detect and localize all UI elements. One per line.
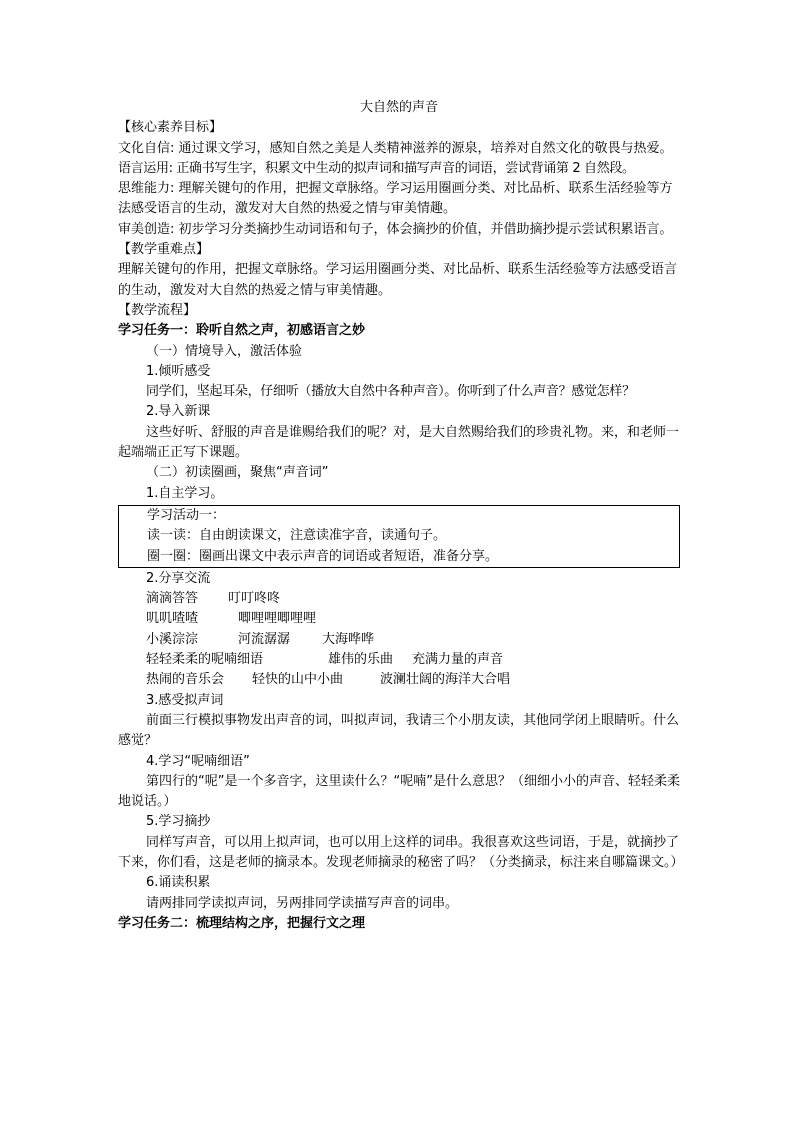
step-title: 6.诵读积累 xyxy=(146,875,211,891)
goal-paragraph: 文化自信: 通过课文学习，感知自然之美是人类精神滋养的源泉，培养对自然文化的敬畏与热爱。 xyxy=(118,140,673,156)
word-item: 大海哗哗 xyxy=(322,631,375,647)
word-row xyxy=(118,650,680,670)
step-text: 这些好听、舒服的声音是谁赐给我们的呢？对，是大自然赐给我们的珍贵礼物。来，和老师一起端端正正写下课题。 xyxy=(118,424,680,461)
activity-box xyxy=(118,505,680,568)
word-item: 唧哩哩唧哩哩 xyxy=(238,611,317,627)
document-title: 大自然的声音 xyxy=(359,100,438,115)
word-item: 轻快的山中小曲 xyxy=(252,672,344,688)
word-item: 河流潺潺 xyxy=(238,631,291,647)
goal-paragraph: 语言运用: 正确书写生字，积累文中生动的拟声词和描写声音的词语，尝试背诵第 2 自然段。 xyxy=(118,160,635,176)
step-title: 1.倾听感受 xyxy=(146,363,211,379)
word-row xyxy=(118,630,680,650)
step-title: 2.导入新课 xyxy=(146,404,211,420)
document-page xyxy=(118,98,684,934)
step-title: 2.分享交流 xyxy=(146,570,211,586)
word-item: 轻轻柔柔的呢喃细语 xyxy=(146,652,264,668)
section-header-flow: 【教学流程】 xyxy=(118,302,197,318)
word-item: 叽叽喳喳 xyxy=(146,611,199,627)
step-text: 第四行的“呢”是一个多音字，这里读什么？“呢喃”是什么意思？（细细小小的声音、轻轻柔柔地说话。） xyxy=(118,773,680,810)
step-title: 5.学习摘抄 xyxy=(146,814,211,830)
step-text: 同学们，坚起耳朵，仔细听（播放大自然中各种声音）。你听到了什么声音？感觉怎样？ xyxy=(146,384,635,400)
word-item: 充满力量的声音 xyxy=(412,652,504,668)
goal-paragraph: 审美创造: 初步学习分类摘抄生动词语和句子，体会摘抄的价值，并借助摘抄提示尝试积累语言。 xyxy=(118,221,673,237)
section-header-goals: 【核心素养目标】 xyxy=(118,120,223,136)
activity-box-title: 学习活动一： xyxy=(147,507,226,523)
step-text: 请两排同学读拟声词，另两排同学读描写声音的词串。 xyxy=(146,895,459,911)
step-text: 前面三行模拟事物发出声音的词，叫拟声词，我请三个小朋友读，其他同学闭上眼睛听。什么感觉？ xyxy=(118,712,680,749)
step-title: 4.学习“呢喃细语” xyxy=(146,753,250,769)
word-row xyxy=(118,609,680,629)
section-header-key-points: 【教学重难点】 xyxy=(118,242,210,258)
word-item: 雄伟的乐曲 xyxy=(328,652,394,668)
step-title: 3.感受拟声词 xyxy=(146,692,224,708)
part-one-heading: （一）情境导入，激活体验 xyxy=(146,343,303,359)
task-two-heading: 学习任务二：梳理结构之序，把握行文之理 xyxy=(118,915,366,931)
word-row xyxy=(118,589,680,609)
key-points-paragraph: 理解关键句的作用，把握文章脉络。学习运用圈画分类、对比品析、联系生活经验等方法感受语言的生动，激发对大自然的热爱之情与审美情趣。 xyxy=(118,262,678,298)
goal-paragraph: 思维能力: 理解关键句的作用，把握文章脉络。学习运用圈画分类、对比品析、联系生活经验等方法感受语言的生动，激发对大自然的热爱之情与审美情趣。 xyxy=(118,181,673,217)
activity-box-line: 读一读：自由朗读课文，注意读准字音，读通句子。 xyxy=(147,528,447,544)
word-item: 小溪淙淙 xyxy=(146,631,199,647)
word-item: 波澜壮阔的海洋大合唱 xyxy=(380,672,511,688)
step-text: 同样写声音，可以用上拟声词，也可以用上这样的词串。我很喜欢这些词语，于是，就摘抄了下来，你们看，这是老师的摘录本。发现老师摘录的秘密了吗？（分类摘录，标注来自哪篇课文。） xyxy=(118,834,684,870)
word-item: 叮叮咚咚 xyxy=(228,591,281,607)
word-item: 热闹的音乐会 xyxy=(146,672,225,688)
step-title: 1.自主学习。 xyxy=(146,485,224,501)
task-one-heading: 学习任务一：聆听自然之声，初感语言之妙 xyxy=(118,323,366,339)
activity-box-line: 圈一圈：圈画出课文中表示声音的词语或者短语，准备分享。 xyxy=(147,548,499,564)
part-two-heading: （二）初读圈画，聚焦“声音词” xyxy=(146,465,329,481)
word-item: 滴滴答答 xyxy=(146,591,199,607)
word-row xyxy=(118,670,680,690)
